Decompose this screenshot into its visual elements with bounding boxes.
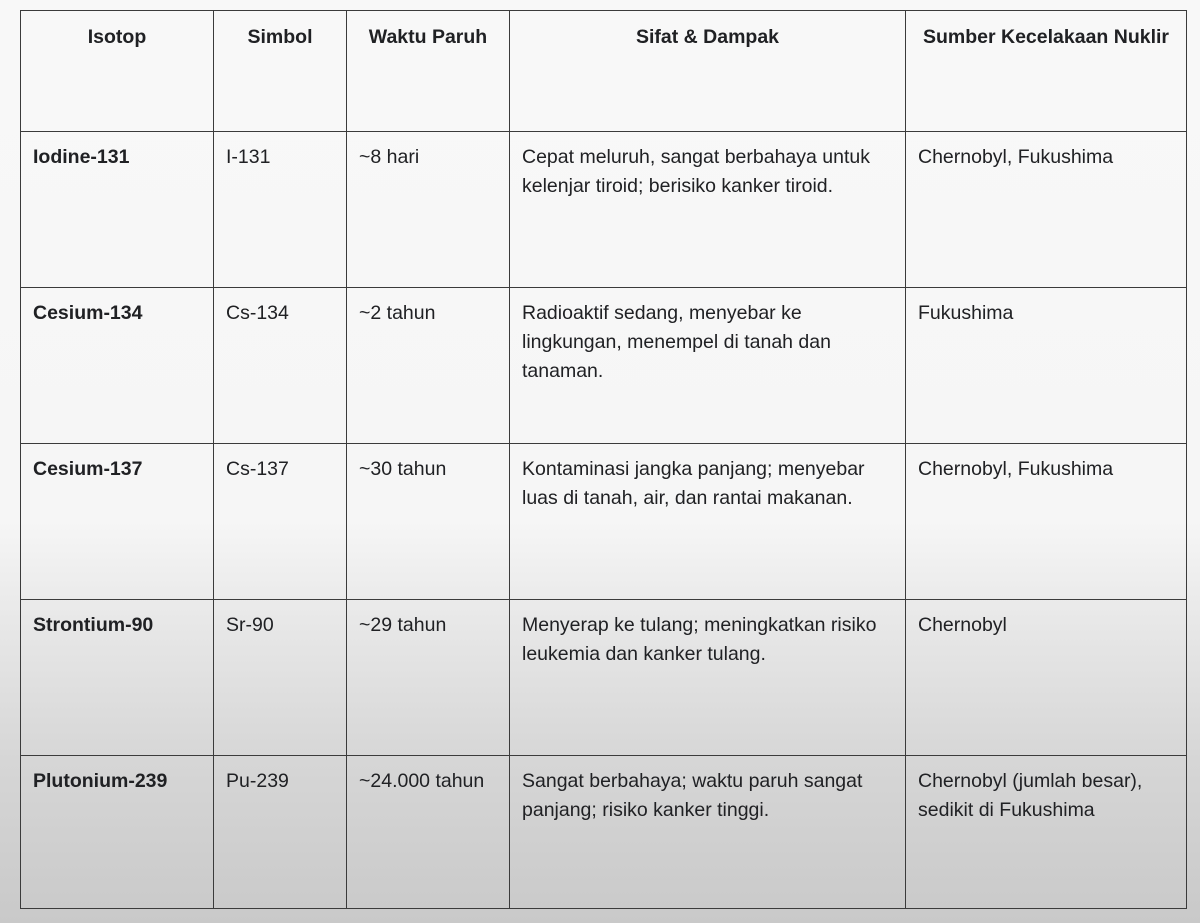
cell-source: Fukushima bbox=[906, 288, 1187, 444]
cell-half-life: ~2 tahun bbox=[347, 288, 510, 444]
table-row bbox=[21, 600, 1187, 756]
header-source: Sumber Kecelakaan Nuklir bbox=[906, 11, 1187, 132]
cell-properties: Sangat berbahaya; waktu paruh sangat panjang; risiko kanker tinggi. bbox=[510, 756, 906, 909]
header-symbol: Simbol bbox=[214, 11, 347, 132]
cell-half-life: ~24.000 tahun bbox=[347, 756, 510, 909]
cell-isotope: Plutonium-239 bbox=[21, 756, 214, 909]
cell-source: Chernobyl (jumlah besar), sedikit di Fukushima bbox=[906, 756, 1187, 909]
cell-symbol: Pu-239 bbox=[214, 756, 347, 909]
table-row bbox=[21, 756, 1187, 909]
cell-half-life: ~8 hari bbox=[347, 132, 510, 288]
cell-properties: Cepat meluruh, sangat berbahaya untuk kelenjar tiroid; berisiko kanker tiroid. bbox=[510, 132, 906, 288]
cell-source: Chernobyl, Fukushima bbox=[906, 132, 1187, 288]
table-row bbox=[21, 288, 1187, 444]
cell-symbol: Cs-137 bbox=[214, 444, 347, 600]
cell-isotope: Cesium-137 bbox=[21, 444, 214, 600]
isotope-table bbox=[20, 10, 1187, 909]
cell-symbol: Cs-134 bbox=[214, 288, 347, 444]
cell-symbol: Sr-90 bbox=[214, 600, 347, 756]
cell-isotope: Iodine-131 bbox=[21, 132, 214, 288]
cell-isotope: Cesium-134 bbox=[21, 288, 214, 444]
header-half-life: Waktu Paruh bbox=[347, 11, 510, 132]
cell-isotope: Strontium-90 bbox=[21, 600, 214, 756]
header-properties: Sifat & Dampak bbox=[510, 11, 906, 132]
table-row bbox=[21, 444, 1187, 600]
table-header-row bbox=[21, 11, 1187, 132]
cell-source: Chernobyl, Fukushima bbox=[906, 444, 1187, 600]
cell-source: Chernobyl bbox=[906, 600, 1187, 756]
header-isotope: Isotop bbox=[21, 11, 214, 132]
cell-half-life: ~30 tahun bbox=[347, 444, 510, 600]
cell-properties: Kontaminasi jangka panjang; menyebar luas di tanah, air, dan rantai makanan. bbox=[510, 444, 906, 600]
cell-properties: Menyerap ke tulang; meningkatkan risiko leukemia dan kanker tulang. bbox=[510, 600, 906, 756]
table-row bbox=[21, 132, 1187, 288]
cell-properties: Radioaktif sedang, menyebar ke lingkungan, menempel di tanah dan tanaman. bbox=[510, 288, 906, 444]
cell-symbol: I-131 bbox=[214, 132, 347, 288]
cell-half-life: ~29 tahun bbox=[347, 600, 510, 756]
